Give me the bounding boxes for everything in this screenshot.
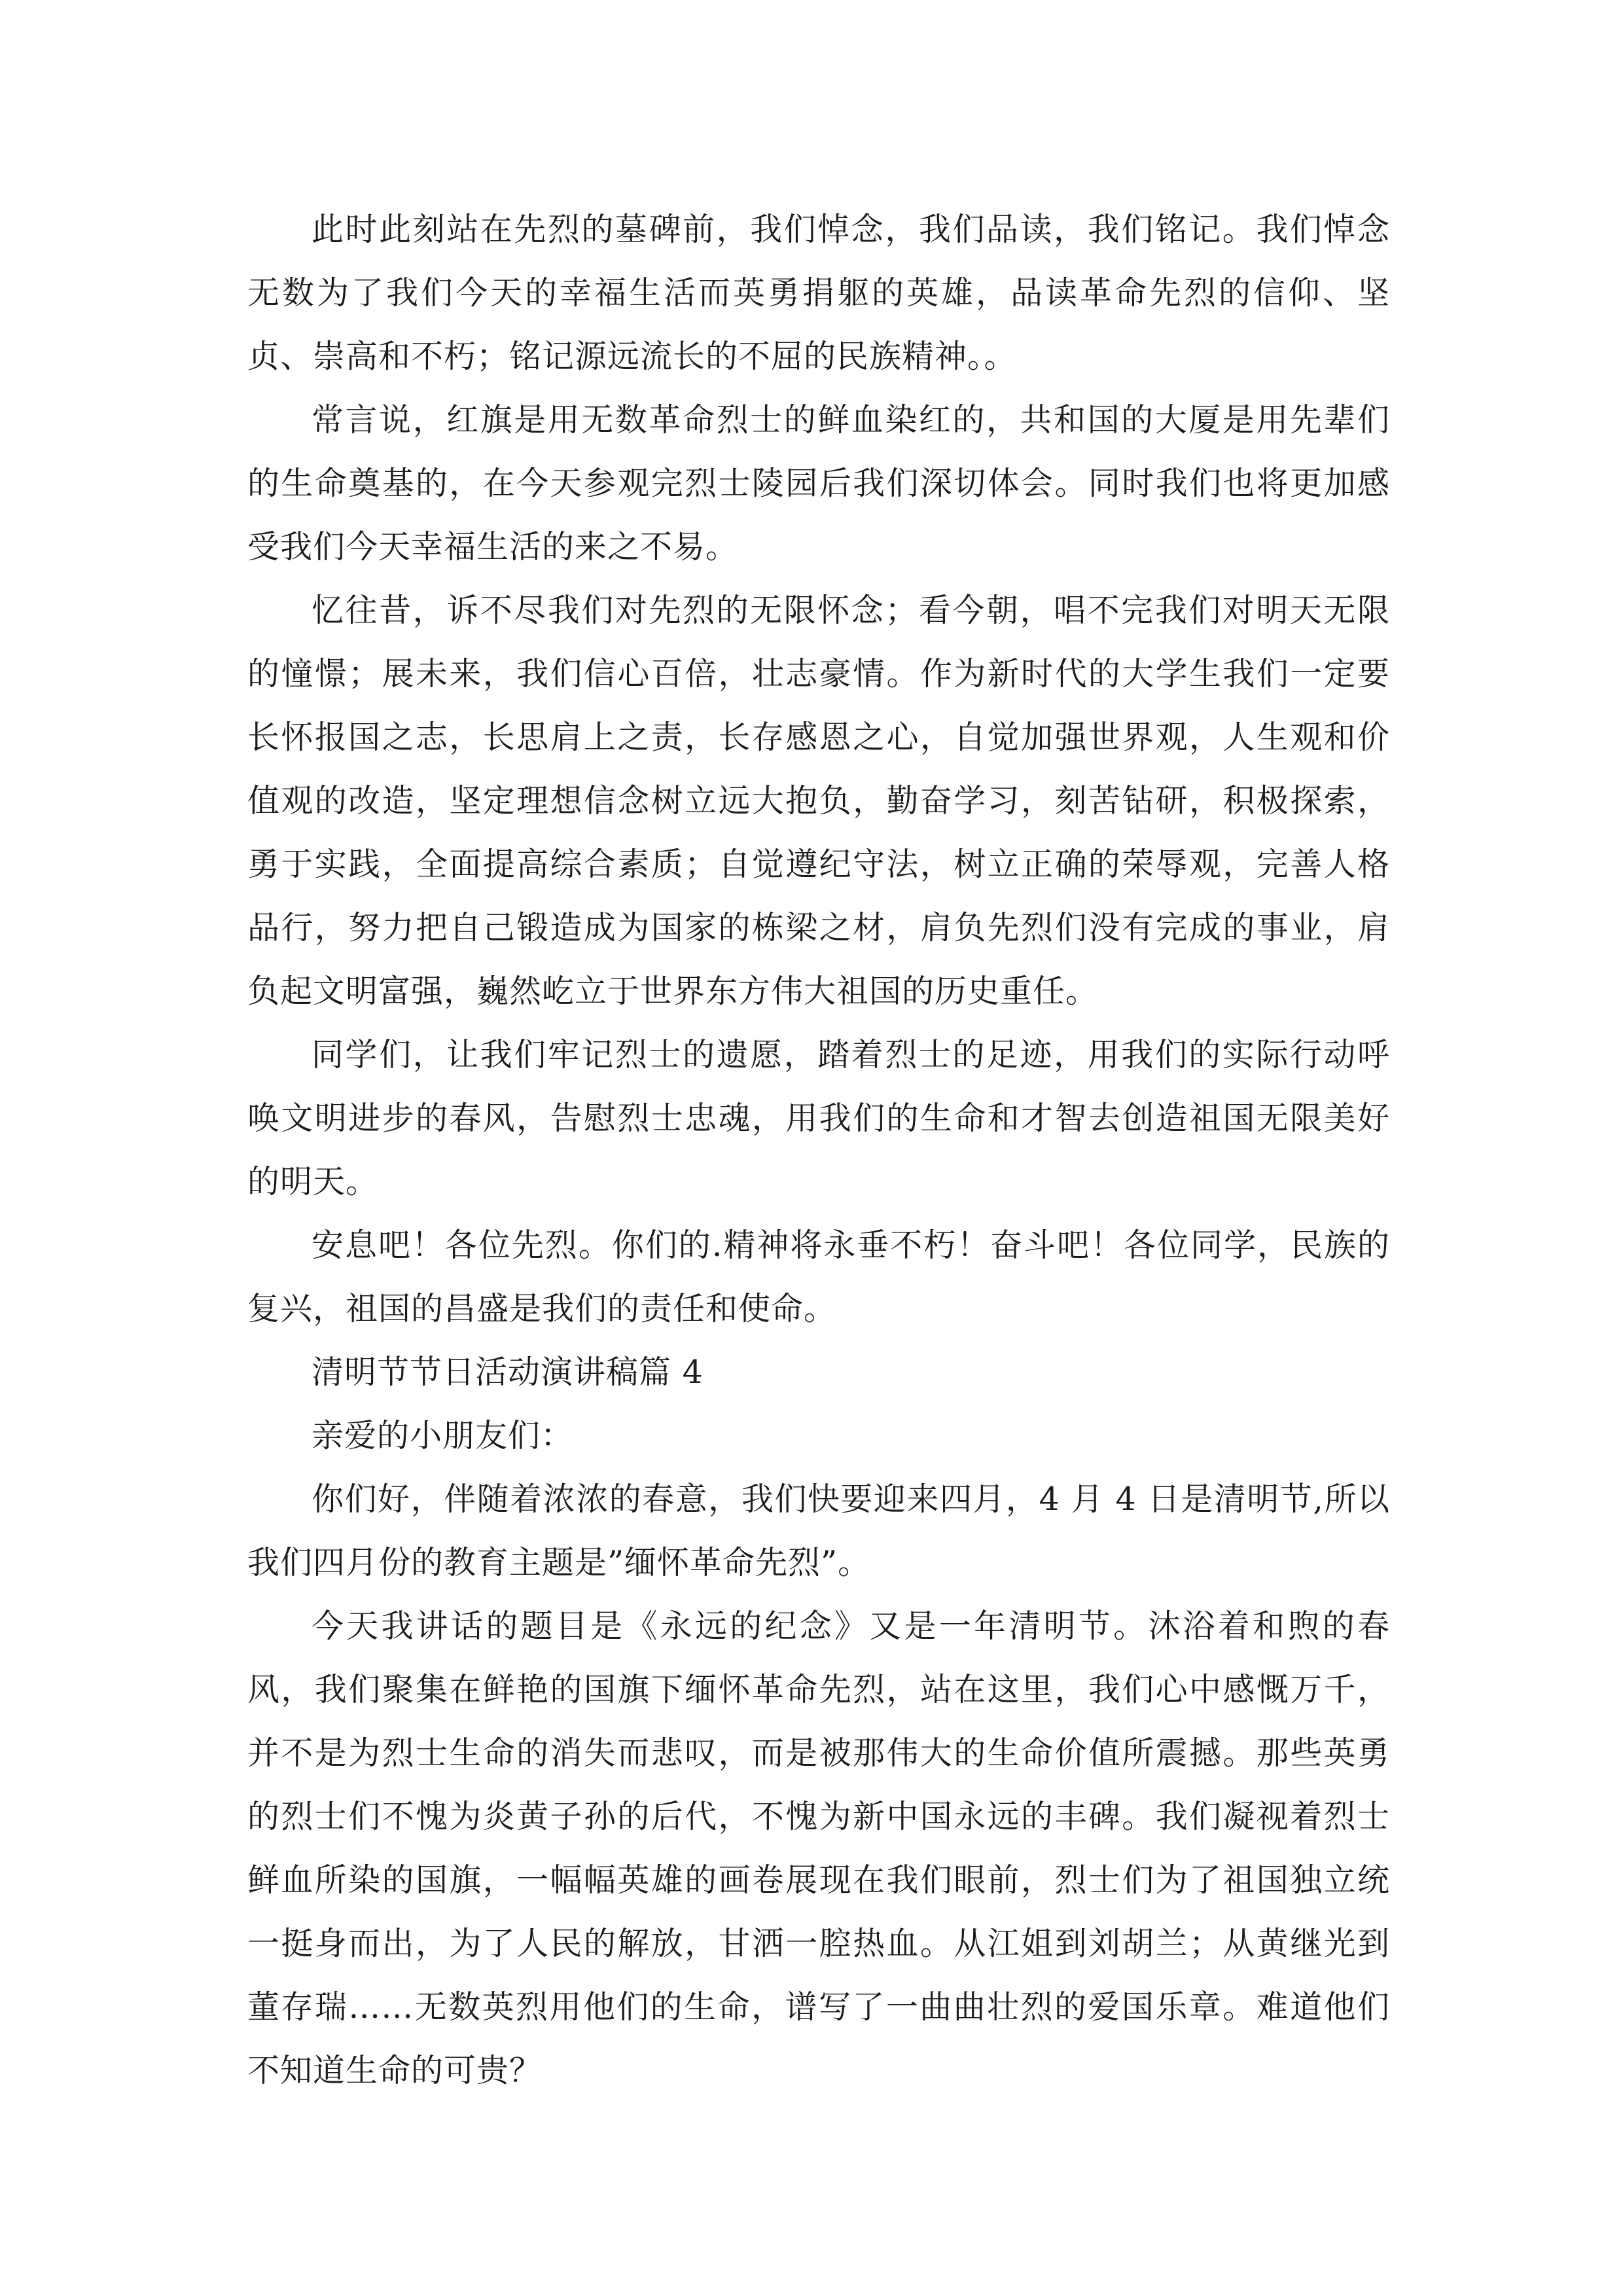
paragraph-greeting: 你们好，伴随着浓浓的春意，我们快要迎来四月，4 月 4 日是清明节,所以我们四月份的教育主题是”缅怀革命先烈”。 [247,1480,1390,1581]
section-heading: 清明节节日活动演讲稿篇 4 [312,1354,704,1391]
paragraph-recall-past: 忆往昔，诉不尽我们对先烈的无限怀念；看今朝，唱不完我们对明天无限的憧憬；展未来，我们信心百倍，壮志豪情。作为新时代的大学生我们一定要长怀报国之志，长思肩上之责，长存感恩之心，自觉加强世界观，人生观和价值观的改造，坚定理想信念树立远大抱负，勤奋学习，刻苦钻研，积极探索，勇于实践，全面提高综合素质；自觉遵纪守法，树立正确的荣辱观，完善人格品行，努力把自己锻造成为国家的栋梁之材，肩负先烈们没有完成的事业，肩负起文明富强，巍然屹立于世界东方伟大祖国的历史重任。 [247,592,1390,1010]
paragraph-red-flag: 常言说，红旗是用无数革命烈士的鲜血染红的，共和国的大厦是用先辈们的生命奠基的，在今天参观完烈士陵园后我们深切体会。同时我们也将更加感受我们今天幸福生活的来之不易。 [247,401,1390,565]
salutation: 亲爱的小朋友们： [312,1417,574,1454]
paragraph-speech-topic: 今天我讲话的题目是《永远的纪念》又是一年清明节。沐浴着和煦的春风，我们聚集在鲜艳的国旗下缅怀革命先烈，站在这里，我们心中感慨万千，并不是为烈士生命的消失而悲叹，而是被那伟大的生命价值所震撼。那些英勇的烈士们不愧为炎黄子孙的后代，不愧为新中国永远的丰碑。我们凝视着烈士鲜血所染的国旗，一幅幅英雄的画卷展现在我们眼前，烈士们为了祖国独立统一挺身而出，为了人民的解放，甘洒一腔热血。从江姐到刘胡兰；从黄继光到董存瑞……无数英烈用他们的生命，谱写了一曲曲壮烈的爱国乐章。难道他们不知道生命的可贵？ [247,1607,1390,2089]
paragraph-rest-in-peace: 安息吧！各位先烈。你们的.精神将永垂不朽！奋斗吧！各位同学，民族的复兴，祖国的昌盛是我们的责任和使命。 [247,1227,1390,1327]
paragraph-tomb-remembrance: 此时此刻站在先烈的墓碑前，我们悼念，我们品读，我们铭记。我们悼念无数为了我们今天的幸福生活而英勇捐躯的英雄，品读革命先烈的信仰、坚贞、崇高和不朽；铭记源远流长的不屈的民族精神。。 [247,211,1390,375]
document-body [247,198,1390,2102]
paragraph-classmates-call: 同学们，让我们牢记烈士的遗愿，踏着烈士的足迹，用我们的实际行动呼唤文明进步的春风，告慰烈士忠魂，用我们的生命和才智去创造祖国无限美好的明天。 [247,1036,1390,1200]
